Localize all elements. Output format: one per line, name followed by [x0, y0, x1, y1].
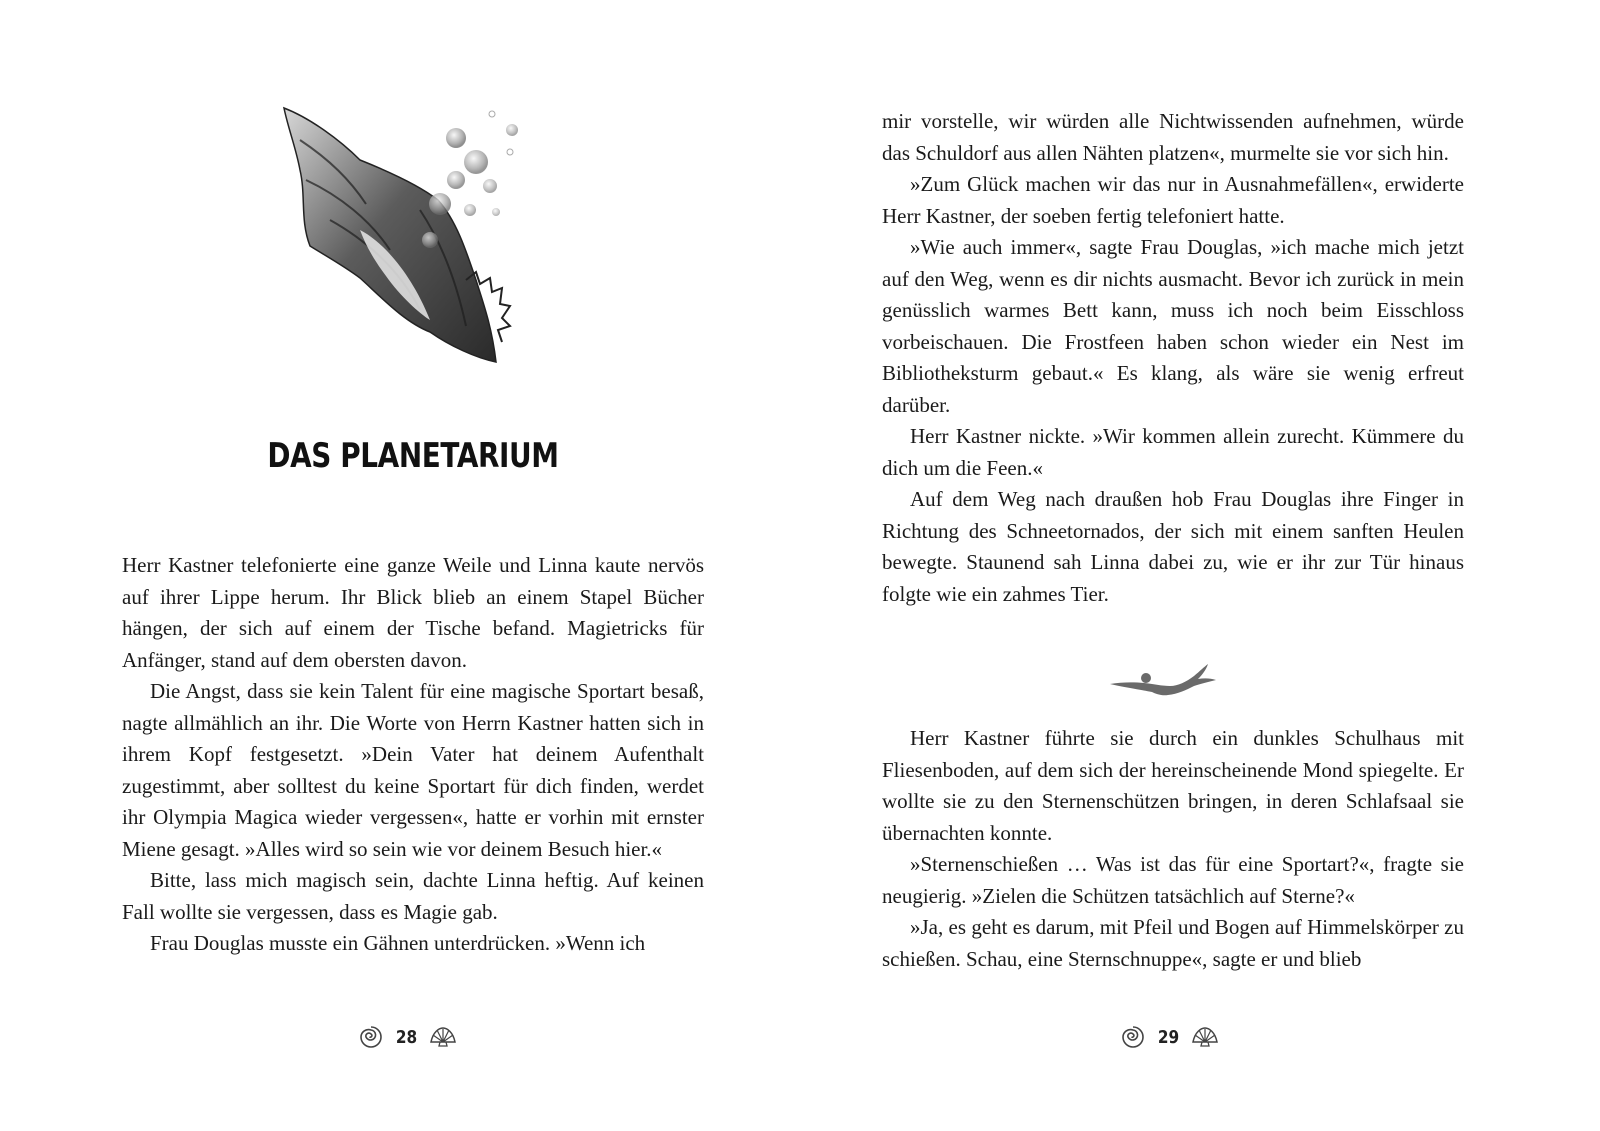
page-number: 28 — [395, 1026, 418, 1048]
paragraph: Herr Kastner nickte. »Wir kommen allein zurecht. Kümmere du dich um die Feen.« — [882, 424, 1464, 480]
page-number: 29 — [1157, 1026, 1180, 1048]
paragraph: Herr Kastner telefonierte eine ganze Weile und Linna kaute nervös auf ihrer Lippe herum. Ihr Blick blieb an einem Stapel Bücher hängen, der sich auf einem der Tische befand. Magietricks für Anfänger, stand auf dem obersten davon. — [122, 553, 704, 672]
right-page — [800, 0, 1600, 1131]
paragraph: »Sternenschießen … Was ist das für eine Sportart?«, fragte sie neugierig. »Zielen die Schützen tatsächlich auf Sterne?« — [882, 852, 1464, 908]
paragraph: »Ja, es geht es darum, mit Pfeil und Bogen auf Himmelskörper zu schießen. Schau, eine Sternschnuppe«, sagte er und blieb — [882, 915, 1464, 971]
scallop-shell-icon — [429, 1026, 457, 1048]
chapter-title: DAS PLANETARIUM — [267, 436, 559, 476]
scallop-shell-icon — [1191, 1026, 1219, 1048]
paragraph: Bitte, lass mich magisch sein, dachte Linna heftig. Auf keinen Fall wollte sie vergessen, dass es Magie gab. — [122, 868, 704, 924]
right-body-text-bottom — [882, 723, 1464, 975]
paragraph: Die Angst, dass sie kein Talent für eine magische Sportart besaß, nagte allmählich an ihr. Die Worte von Herrn Kastner hatten sich in ihrem Kopf festgesetzt. »Dein Vater hat deinem Aufenthalt zugestimmt, aber solltest du keine Sportart für dich finden, werdet ihr Olympia Magica wieder vergessen«, hatte er vorhin mit ernster Miene gesagt. »Alles wird so sein wie vor deinem Besuch hier.« — [122, 679, 704, 861]
swimmer-ornament — [1108, 662, 1218, 702]
paragraph: Frau Douglas musste ein Gähnen unterdrücken. »Wenn ich — [150, 931, 646, 955]
paragraph: »Wie auch immer«, sagte Frau Douglas, »ich mache mich jetzt auf den Weg, wenn es dir nichts ausmacht. Bevor ich zurück in mein genüsslich warmes Bett kann, muss ich noch beim Eisschloss vorbeischauen. Die Frostfeen haben schon wieder ein Nest im Bibliotheksturm gebaut.« Es klang, als wäre sie wenig erfreut darüber. — [882, 235, 1464, 417]
spiral-shell-icon — [1120, 1024, 1146, 1050]
left-body-text — [122, 550, 704, 960]
page-footer — [358, 1022, 457, 1052]
spiral-shell-icon — [358, 1024, 384, 1050]
right-body-text-top — [882, 106, 1464, 610]
paragraph: mir vorstelle, wir würden alle Nichtwissenden aufnehmen, würde das Schuldorf aus allen Nähten platzen«, murmelte sie vor sich hin. — [882, 109, 1464, 165]
paragraph: Herr Kastner führte sie durch ein dunkles Schulhaus mit Fliesenboden, auf dem sich der hereinscheinende Mond spiegelte. Er wollte sie zu den Sternenschützen bringen, in deren Schlafsaal sie übernachten konnte. — [882, 726, 1464, 845]
paragraph: »Zum Glück machen wir das nur in Ausnahmefällen«, erwiderte Herr Kastner, der soeben fertig telefoniert hatte. — [882, 172, 1464, 228]
page-footer — [1120, 1022, 1219, 1052]
conch-shell-illustration — [270, 100, 540, 380]
paragraph: Auf dem Weg nach draußen hob Frau Douglas ihre Finger in Richtung des Schneetornados, der sich mit einem sanften Heulen bewegte. Staunend sah Linna dabei zu, wie er ihr zur Tür hinaus folgte wie ein zahmes Tier. — [882, 487, 1464, 606]
